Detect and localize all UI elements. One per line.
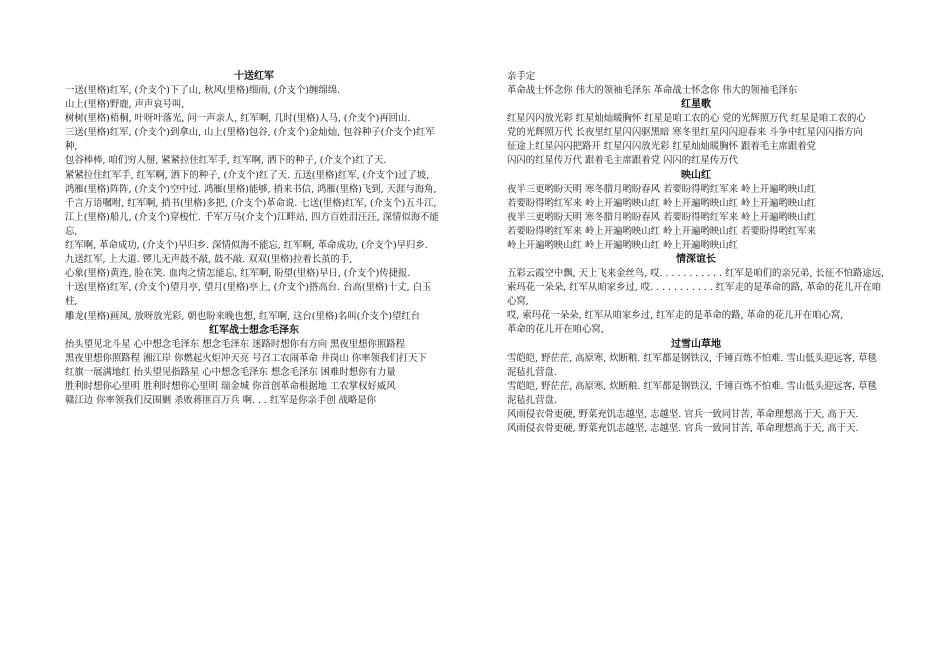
lyric-line: 一送(里格)红军, (介支个)下了山, 秋风(里格)细雨, (介支个)缠绵绵. (65, 85, 341, 96)
lyric-line: 包谷棒棒, 咱们穷人掰, 紧紧拉住红军手, 红军啊, 洒下的种子, (介支个)红了天. (65, 155, 387, 167)
song-title-hongxing-ge: 红星歌 (681, 99, 711, 111)
lyric-line: 三送(里格)红军, (介支个)到拿山, 山上(里格)包谷, (介支个)金灿灿, 包谷种子(介支个)红军种, (65, 127, 435, 153)
lyric-line: 索玛花一朵朵, 红军从咱家乡过, 哎. . . . . . . . . . . 红军走的是革命的路, 革命的花儿开在咱心窝, (507, 282, 882, 308)
lyric-line: 哎, 索玛花一朵朵, 红军从咱家乡过, 红军走的是革命的路, 革命的花儿开在咱心窝, (507, 310, 844, 322)
lyrics-block-hongxing-ge (507, 112, 885, 168)
lyrics-block-yingshanhong (507, 183, 885, 253)
lyric-line: 革命的花儿开在咱心窝, (507, 324, 604, 336)
lyric-line: 雪皑皑, 野茫茫, 高原寒, 炊断粮. 红军都是钢铁汉, 千锤百炼不怕难. 雪山低头迎远客, 草毯泥毡扎营盘. (507, 352, 877, 378)
song-title-qingshen-yichang: 情深谊长 (676, 254, 716, 266)
lyric-line: 红军啊, 革命成功, (介支个)早归乡. 深情似海不能忘, 红军啊, 革命成功, (介支个)早归乡. (65, 240, 428, 252)
lyric-line: 夜半三更哟盼天明 寒冬腊月哟盼春风 若要盼得哟红军来 岭上开遍哟映山红 (507, 183, 816, 195)
lyrics-block-guo-xueshan-caodi (507, 352, 885, 437)
lyric-line: 五彩云霞空中飘, 天上飞来金丝鸟, 哎. . . . . . . . . . . 红军是咱们的亲兄弟, 长征不怕路途远, (507, 268, 885, 280)
lyric-line: 雪皑皑, 野茫茫, 高原寒, 炊断粮. 红军都是钢铁汉, 千锤百炼不怕难. 雪山低头迎远客, 草毯泥毡扎营盘. (507, 380, 877, 406)
lyric-line: 风雨侵衣骨更硬, 野菜充饥志越坚, 志越坚. 官兵一致同甘苦, 革命理想高于天, 高于天. (507, 422, 859, 434)
lyric-line: 夜半三更哟盼天明 寒冬腊月哟盼春风 若要盼得哟红军来 岭上开遍哟映山红 (507, 211, 816, 223)
lyric-line: 雕龙(里格)画凤, 放呀放光彩, 朝也盼来晚也想, 红军啊, 这台(里格)名叫(介支个)望红台 (65, 310, 421, 322)
lyric-line: 革命战士怀念你 伟大的领袖毛泽东 革命战士怀念你 伟大的领袖毛泽东 (507, 85, 798, 97)
lyric-line: 闪闪的红星传万代 跟着毛主席跟着党 闪闪的红星传万代 (507, 155, 738, 167)
lyric-line: 风雨侵衣骨更硬, 野菜充饥志越坚, 志越坚. 官兵一致同甘苦, 革命理想高于天, 高于天. (507, 408, 859, 420)
lyrics-block-shisong-hongjun (65, 84, 443, 324)
lyrics-block-qingshen-yichang (507, 267, 885, 337)
lyric-line: 九送红军, 上大道. 锣儿无声鼓不敲, 鼓不敲. 双双(里格)拉着长茧的手, (65, 254, 353, 266)
lyric-line: 赣江边 你率领我们反围剿 杀败蒋匪百万兵 啊. . . 红军是你亲手创 战略是你 (65, 394, 377, 406)
lyric-line: 若要盼得哟红军来 岭上开遍哟映山红 岭上开遍哟映山红 若要盼得哟红军来 (507, 225, 816, 237)
lyric-line: 心象(里格)黄连, 脸在笑. 血肉之情怎能忘, 红军啊, 盼望(里格)早日, (介支个)传捷报. (65, 268, 411, 280)
lyric-line: 红旗一展满地红 抬头望见指路星 心中想念毛泽东 想念毛泽东 困难时想你有力量 (65, 366, 396, 378)
lyric-line: 胜利时想你心里明 胜利时想你心里明 瑞金城 你首创革命根据地 工农掌权好威风 (65, 380, 396, 392)
lyric-line: 山上(里格)野鹿, 声声哀号叫, (65, 99, 185, 111)
lyric-line: 千言万语嘱咐, 红军啊, 捎书(里格)多把, (介支个)革命说. 七送(里格)红军, (介支个)五斗江, (65, 197, 437, 209)
lyric-line: 亲手定 (507, 71, 536, 82)
lyric-line: 抬头望见北斗星 心中想念毛泽东 想念毛泽东 迷路时想你有方向 黑夜里想你照路程 (65, 338, 406, 350)
lyric-line: 十送(里格)红军, (介支个)望月亭, 望月(里格)亭上, (介支个)搭高台. 台高(里格)十丈, 白玉柱, (65, 282, 432, 308)
lyric-line: 鸿雁(里格)阵阵, (介支个)空中过. 鸿雁(里格)能够, 捎来书信, 鸿雁(里格)飞到, 天涯与海角, (65, 183, 437, 195)
lyric-line: 黑夜里想你照路程 湘江岸 你燃起火炬冲天亮 号召工农闹革命 井岗山 你率领我们打天下 (65, 352, 427, 364)
song-title-shisong-hongjun: 十送红军 (234, 71, 274, 82)
lyric-line: 若要盼得哟红军来 岭上开遍哟映山红 岭上开遍哟映山红 岭上开遍哟映山红 (507, 197, 816, 209)
lyric-line: 岭上开遍哟映山红 岭上开遍哟映山红 岭上开遍哟映山红 (507, 239, 738, 251)
lyrics-continuation (507, 70, 885, 98)
left-column (65, 70, 443, 408)
lyric-line: 树树(里格)梧桐, 叶呀叶落光, 问一声亲人, 红军啊, 几时(里格)人马, (介支个)再回山. (65, 113, 411, 125)
song-title-yingshanhong: 映山红 (681, 169, 711, 181)
lyric-line: 江上(里格)船儿, (介支个)穿梭忙. 千军万马(介支个)江畔站, 四方百姓泪汪汪, 深情似海不能忘, (65, 211, 439, 237)
song-title-hongjun-zhanshi: 红军战士想念毛泽东 (209, 324, 299, 336)
lyric-line: 紧紧拉住红军手, 红军啊, 洒下的种子, (介支个)红了天. 五送(里格)红军, (介支个)过了坡, (65, 169, 430, 181)
lyric-line: 党的光辉照万代 长夜里红星闪闪驱黑暗 寒冬里红星闪闪迎春来 斗争中红星闪闪指方向 (507, 127, 863, 139)
lyric-line: 红星闪闪放光彩 红星灿灿暖胸怀 红星是咱工农的心 党的光辉照万代 红星是咱工农的心 (507, 113, 866, 125)
lyrics-block-hongjun-zhanshi (65, 338, 443, 408)
lyric-line: 征途上红星闪闪把路开 红星闪闪放光彩 红星灿灿暖胸怀 跟着毛主席跟着党 (507, 141, 816, 153)
song-title-guo-xueshan-caodi: 过雪山草地 (671, 338, 721, 350)
right-column (507, 70, 885, 436)
